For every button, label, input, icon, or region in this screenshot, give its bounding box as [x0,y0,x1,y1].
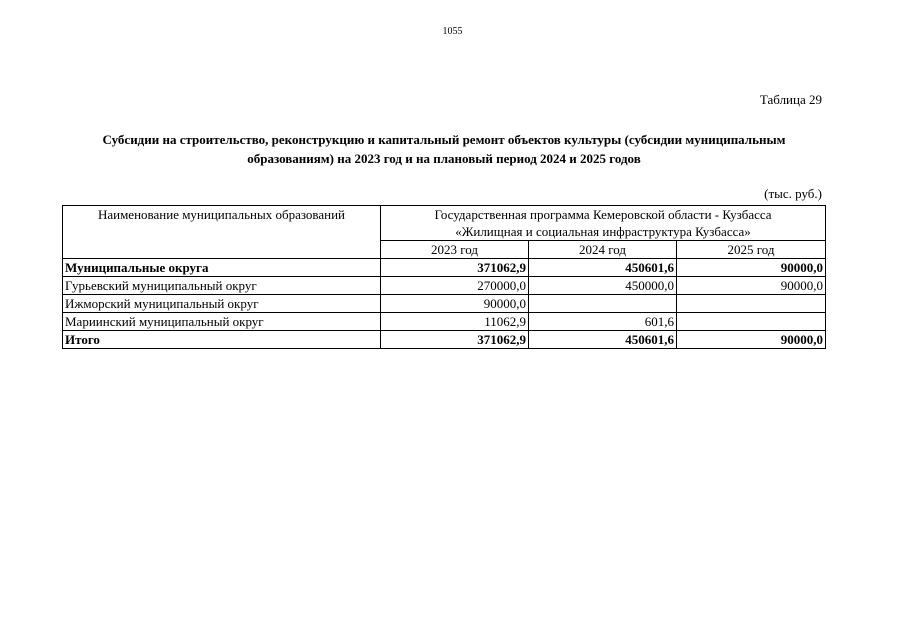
title-line-1: Субсидии на строительство, реконструкцию и капитальный ремонт объектов культуры (субсидии муниципальным [102,132,786,147]
value-2024 [529,295,677,313]
value-2025 [677,295,826,313]
units-label: (тыс. руб.) [764,186,822,201]
row-name: Итого [63,331,381,349]
value-2023: 90000,0 [381,295,529,313]
title-line-2: образованиям) на 2023 год и на плановый период 2024 и 2025 годов [247,151,641,166]
header-year-2023: 2023 год [381,241,529,259]
table-row-izhmorsky [63,295,826,313]
header-program [381,206,826,241]
table-row-mariinsky [63,313,826,331]
table-row-guryevsky [63,277,826,295]
row-name: Гурьевский муниципальный округ [63,277,381,295]
value-2023: 371062,9 [381,259,529,277]
page-number: 1055 [442,26,463,37]
value-2025: 90000,0 [677,277,826,295]
header-program-line-2: «Жилищная и социальная инфраструктура Кузбасса» [455,224,751,239]
subsidies-table [62,205,826,349]
row-name: Муниципальные округа [63,259,381,277]
row-name: Мариинский муниципальный округ [63,313,381,331]
value-2024: 450601,6 [529,331,677,349]
value-2023: 371062,9 [381,331,529,349]
document-title [62,130,826,168]
table-row-total [63,331,826,349]
table-row-municipal-districts [63,259,826,277]
value-2024: 450000,0 [529,277,677,295]
value-2023: 11062,9 [381,313,529,331]
header-municipality: Наименование муниципальных образований [63,206,381,259]
value-2025 [677,313,826,331]
row-name: Ижморский муниципальный округ [63,295,381,313]
header-program-line-1: Государственная программа Кемеровской области - Кузбасса [434,207,772,222]
table-number: Таблица 29 [759,92,822,107]
header-year-2025: 2025 год [677,241,826,259]
value-2024: 450601,6 [529,259,677,277]
value-2025: 90000,0 [677,259,826,277]
header-year-2024: 2024 год [529,241,677,259]
value-2023: 270000,0 [381,277,529,295]
value-2024: 601,6 [529,313,677,331]
value-2025: 90000,0 [677,331,826,349]
